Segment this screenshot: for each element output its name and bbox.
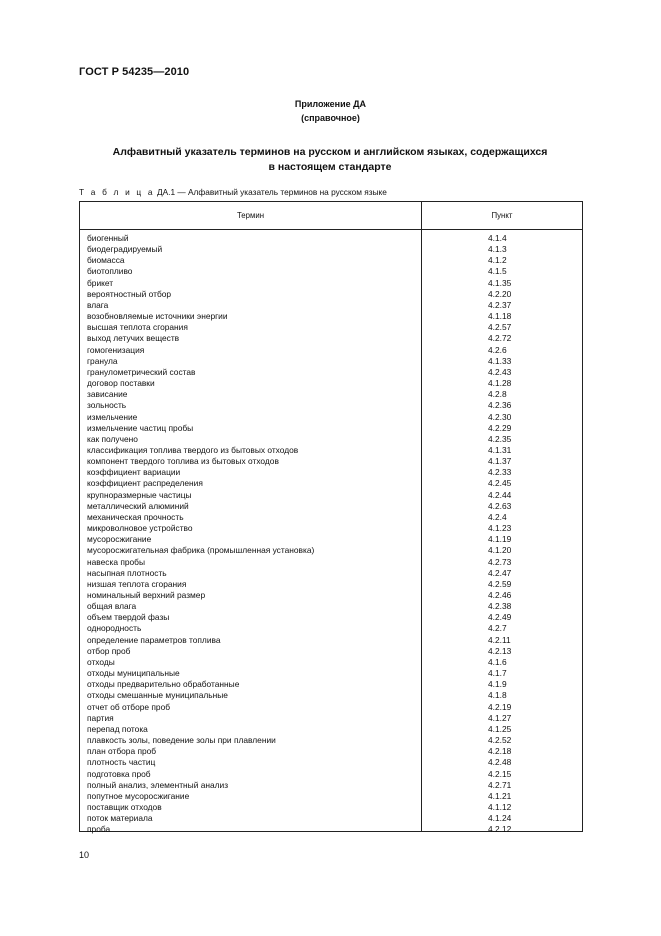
item-cell: 4.2.52	[488, 735, 512, 746]
term-cell: поставщик отходов	[87, 801, 162, 812]
item-cell: 4.1.8	[488, 690, 507, 701]
item-cell: 4.2.15	[488, 768, 512, 779]
item-cell: 4.2.8	[488, 389, 507, 400]
item-cell: 4.1.7	[488, 668, 507, 679]
main-title	[80, 145, 580, 175]
item-cell: 4.2.72	[488, 333, 512, 344]
term-cell: полный анализ, элементный анализ	[87, 779, 229, 790]
item-cell: 4.1.37	[488, 456, 512, 467]
table-row	[80, 702, 582, 713]
term-cell: низшая теплота сгорания	[87, 578, 187, 589]
table-header	[80, 202, 582, 230]
table-row	[80, 233, 582, 244]
table-row	[80, 467, 582, 478]
term-cell: брикет	[87, 277, 114, 288]
table-row	[80, 367, 582, 378]
table-row	[80, 724, 582, 735]
item-cell: 4.2.63	[488, 500, 512, 511]
document-code: ГОСТ Р 54235—2010	[79, 66, 190, 78]
table-row	[80, 345, 582, 356]
column-header-item: Пункт	[491, 211, 513, 220]
main-title-line-2: в настоящем стандарте	[268, 161, 392, 173]
item-cell: 4.2.35	[488, 433, 512, 444]
term-cell: крупноразмерные частицы	[87, 489, 192, 500]
table-row	[80, 590, 582, 601]
term-cell: механическая прочность	[87, 511, 184, 522]
table-row	[80, 423, 582, 434]
term-cell: коэффициент вариации	[87, 467, 181, 478]
main-title-line-1: Алфавитный указатель терминов на русском и английском языках, содержащихся	[112, 146, 548, 158]
table-row	[80, 356, 582, 367]
item-cell: 4.2.33	[488, 467, 512, 478]
item-cell: 4.2.30	[488, 411, 512, 422]
term-cell: перепад потока	[87, 723, 148, 734]
term-cell: отчет об отборе проб	[87, 701, 171, 712]
item-cell: 4.1.23	[488, 523, 512, 534]
table-row	[80, 412, 582, 423]
term-cell: биогенный	[87, 233, 129, 243]
table-caption	[79, 187, 387, 197]
term-cell: гранулометрический состав	[87, 366, 196, 377]
table-row	[80, 490, 582, 501]
item-cell: 4.2.46	[488, 590, 512, 600]
item-cell: 4.2.7	[488, 623, 507, 634]
table-row	[80, 657, 582, 668]
table-caption-prefix: Т а б л и ц а	[79, 187, 155, 197]
item-cell: 4.2.45	[488, 478, 512, 489]
term-cell: насыпная плотность	[87, 567, 167, 578]
term-cell: измельчение	[87, 411, 138, 422]
term-cell: влага	[87, 299, 109, 310]
term-cell: проба	[87, 824, 111, 835]
item-cell: 4.2.19	[488, 701, 512, 712]
table-row	[80, 612, 582, 623]
term-cell: зависание	[87, 389, 128, 400]
term-cell: партия	[87, 712, 114, 723]
term-cell: биодеградируемый	[87, 244, 163, 255]
item-cell: 4.2.48	[488, 757, 512, 768]
table-row	[80, 311, 582, 322]
term-cell: договор поставки	[87, 378, 155, 389]
item-cell: 4.2.57	[488, 322, 512, 333]
table-row	[80, 769, 582, 780]
item-cell: 4.1.19	[488, 534, 512, 545]
term-cell: гомогенизация	[87, 344, 145, 355]
term-cell: определение параметров топлива	[87, 634, 221, 645]
term-cell: однородность	[87, 623, 142, 634]
table-row	[80, 378, 582, 389]
term-cell: план отбора проб	[87, 746, 157, 757]
term-cell: подготовка проб	[87, 768, 151, 779]
term-cell: навеска пробы	[87, 556, 145, 567]
item-cell: 4.2.71	[488, 779, 512, 790]
table-row	[80, 512, 582, 523]
term-cell: измельчение частиц пробы	[87, 422, 194, 433]
item-cell: 4.2.73	[488, 556, 512, 567]
table-row	[80, 501, 582, 512]
page-number: 10	[79, 850, 90, 860]
table-row	[80, 523, 582, 534]
table-row	[80, 690, 582, 701]
term-cell: выход летучих веществ	[87, 333, 180, 344]
table-row	[80, 244, 582, 255]
table-caption-text: ДА.1 — Алфавитный указатель терминов на русском языке	[157, 187, 387, 197]
term-cell: плотность частиц	[87, 757, 156, 768]
term-cell: биотопливо	[87, 266, 133, 277]
term-cell: попутное мусоросжигание	[87, 790, 190, 801]
table-row	[80, 757, 582, 768]
item-cell: 4.1.27	[488, 712, 512, 723]
term-cell: отходы смешанные муниципальные	[87, 690, 228, 701]
item-cell: 4.1.20	[488, 545, 512, 556]
item-cell: 4.2.38	[488, 601, 512, 612]
item-cell: 4.2.29	[488, 422, 512, 433]
table-row	[80, 813, 582, 824]
item-cell: 4.1.21	[488, 790, 512, 801]
table-row	[80, 478, 582, 489]
table-row	[80, 434, 582, 445]
item-cell: 4.2.44	[488, 489, 512, 500]
table-row	[80, 545, 582, 556]
table-row	[80, 333, 582, 344]
table-row	[80, 456, 582, 467]
term-cell: коэффициент распределения	[87, 478, 203, 489]
table-row	[80, 445, 582, 456]
table-row	[80, 791, 582, 802]
table-row	[80, 266, 582, 277]
table-row	[80, 289, 582, 300]
table-row	[80, 679, 582, 690]
table-row	[80, 568, 582, 579]
term-cell: отходы предварительно обработанные	[87, 679, 240, 690]
term-cell: отбор проб	[87, 645, 131, 656]
term-cell: компонент твердого топлива из бытовых отходов	[87, 456, 279, 467]
annex-title: Приложение ДА	[294, 99, 367, 109]
term-cell: микроволновое устройство	[87, 523, 193, 534]
terms-table	[79, 201, 583, 835]
item-cell: 4.2.12	[488, 824, 512, 835]
term-cell: мусоросжигательная фабрика (промышленная установка)	[87, 545, 315, 556]
term-cell: общая влага	[87, 601, 137, 612]
term-cell: зольность	[87, 400, 127, 411]
term-cell: плавкость золы, поведение золы при плавлении	[87, 735, 276, 746]
item-cell: 4.2.59	[488, 578, 512, 589]
table-row	[80, 601, 582, 612]
table-row	[80, 646, 582, 657]
item-cell: 4.2.36	[488, 400, 512, 411]
item-cell: 4.1.12	[488, 801, 512, 812]
table-row	[80, 389, 582, 400]
table-row	[80, 735, 582, 746]
table-row	[80, 322, 582, 333]
term-cell: мусоросжигание	[87, 534, 152, 545]
term-cell: гранула	[87, 355, 118, 366]
item-cell: 4.1.4	[488, 233, 507, 243]
table-row	[80, 623, 582, 634]
term-cell: биомасса	[87, 255, 125, 266]
table-row	[80, 400, 582, 411]
annex-note: (справочное)	[301, 113, 360, 123]
table-row	[80, 824, 582, 835]
item-cell: 4.1.25	[488, 723, 512, 734]
item-cell: 4.2.47	[488, 567, 512, 578]
term-cell: как получено	[87, 433, 138, 444]
table-row	[80, 255, 582, 266]
item-cell: 4.1.18	[488, 311, 512, 322]
item-cell: 4.1.9	[488, 679, 507, 690]
item-cell: 4.1.6	[488, 656, 507, 667]
term-cell: номинальный верхний размер	[87, 590, 206, 600]
table-row	[80, 534, 582, 545]
table-body	[80, 233, 582, 835]
table-row	[80, 278, 582, 289]
table-row	[80, 802, 582, 813]
item-cell: 4.2.4	[488, 511, 507, 522]
table-row	[80, 557, 582, 568]
annex-heading	[0, 97, 661, 125]
item-cell: 4.2.37	[488, 299, 512, 310]
item-cell: 4.1.24	[488, 813, 512, 824]
item-cell: 4.1.35	[488, 277, 512, 288]
term-cell: возобновляемые источники энергии	[87, 311, 228, 322]
item-cell: 4.1.33	[488, 355, 512, 366]
table-row	[80, 713, 582, 724]
term-cell: металлический алюминий	[87, 500, 189, 511]
table-row	[80, 746, 582, 757]
table-row	[80, 668, 582, 679]
item-cell: 4.1.31	[488, 444, 512, 455]
item-cell: 4.1.3	[488, 244, 507, 255]
item-cell: 4.2.6	[488, 344, 507, 355]
term-cell: отходы муниципальные	[87, 668, 180, 679]
item-cell: 4.1.2	[488, 255, 507, 266]
table-row	[80, 579, 582, 590]
term-cell: вероятностный отбор	[87, 288, 172, 299]
column-header-term: Термин	[236, 211, 265, 220]
item-cell: 4.1.28	[488, 378, 512, 389]
item-cell: 4.2.13	[488, 645, 512, 656]
item-cell: 4.2.18	[488, 746, 512, 757]
term-cell: объем твердой фазы	[87, 612, 170, 623]
table-row	[80, 780, 582, 791]
term-cell: классификация топлива твердого из бытовых отходов	[87, 444, 299, 455]
item-cell: 4.1.5	[488, 266, 507, 277]
item-cell: 4.2.11	[488, 634, 511, 645]
table-row	[80, 300, 582, 311]
item-cell: 4.2.43	[488, 366, 512, 377]
item-cell: 4.2.20	[488, 288, 512, 299]
term-cell: поток материала	[87, 813, 153, 824]
term-cell: высшая теплота сгорания	[87, 322, 188, 333]
item-cell: 4.2.49	[488, 612, 512, 623]
table-row	[80, 635, 582, 646]
term-cell: отходы	[87, 656, 115, 667]
